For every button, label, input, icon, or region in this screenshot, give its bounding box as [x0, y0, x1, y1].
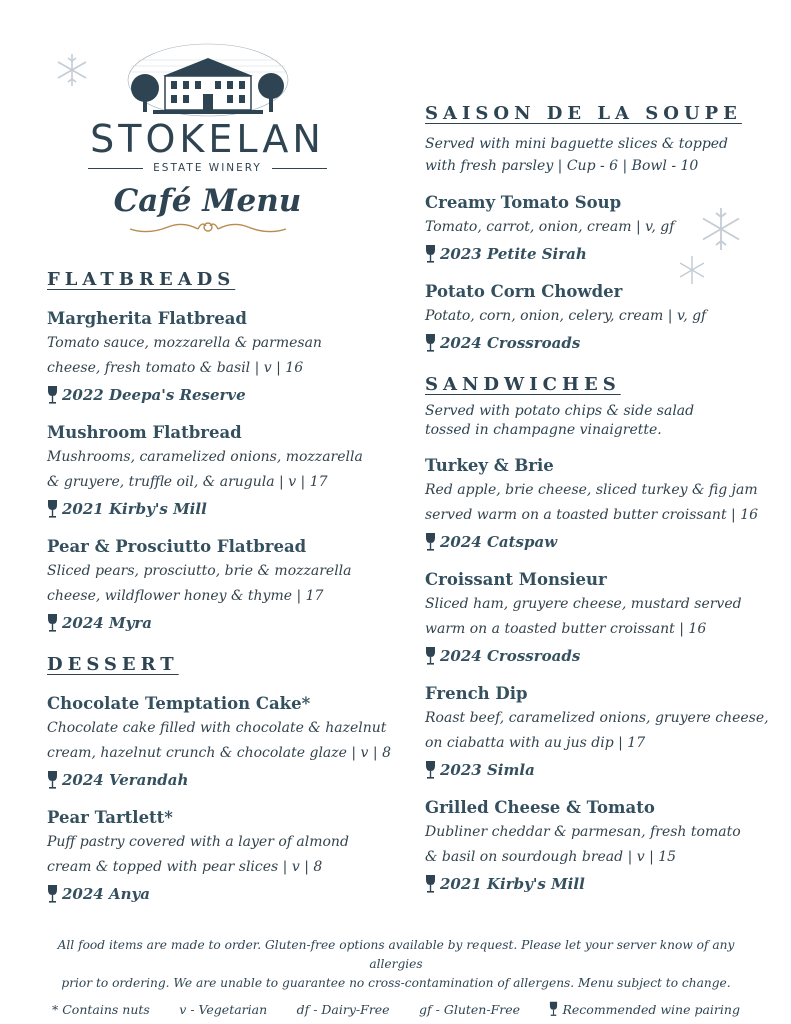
menu-item: [47, 806, 397, 906]
item-name: Creamy Tomato Soup: [425, 193, 622, 212]
wine-pairing: [425, 644, 770, 668]
menu-item: [425, 682, 770, 782]
wine-glass-icon: [425, 874, 436, 894]
item-description: Potato, corn, onion, celery, cream | v, gf: [425, 308, 707, 324]
menu-item: [425, 280, 770, 355]
wine-pairing-label: 2024 Verandah: [62, 771, 189, 789]
flatbreads-section: [47, 266, 397, 635]
legend-dairy-free: df - Dairy-Free: [296, 1001, 390, 1017]
item-name: Potato Corn Chowder: [425, 282, 623, 301]
section-heading: FLATBREADS: [47, 269, 236, 290]
flourish-ornament-icon: [128, 217, 288, 237]
sandwiches-section: [425, 371, 770, 896]
menu-item: [47, 692, 397, 792]
wine-glass-icon: [47, 385, 58, 405]
item-name: French Dip: [425, 684, 528, 703]
section-note: tossed in champagne vinaigrette.: [425, 422, 662, 438]
wine-glass-icon: [425, 532, 436, 552]
item-name: Chocolate Temptation Cake*: [47, 694, 311, 713]
item-description: Chocolate cake filled with chocolate & hazelnut: [47, 720, 387, 736]
section-heading: SAISON DE LA SOUPE: [425, 103, 742, 124]
wine-pairing-label: 2024 Anya: [62, 885, 150, 903]
right-column: [425, 100, 770, 896]
wine-pairing: [47, 497, 397, 521]
menu-item: [47, 535, 397, 635]
soup-section: [425, 100, 770, 355]
item-description: cheese, wildflower honey & thyme | 17: [47, 588, 324, 604]
disclaimer: prior to ordering. We are unable to guarantee no cross-contamination of allergens. Menu subject to change.: [61, 976, 731, 990]
item-description: Dubliner cheddar & parmesan, fresh tomato: [425, 824, 741, 840]
dessert-section: [47, 651, 397, 906]
legend-gluten-free: gf - Gluten-Free: [419, 1001, 521, 1017]
item-description: Mushrooms, caramelized onions, mozzarella: [47, 449, 363, 465]
wine-pairing-label: 2023 Simla: [440, 761, 535, 779]
item-name: Pear Tartlett*: [47, 808, 173, 827]
section-heading: DESSERT: [47, 654, 179, 675]
item-description: Red apple, brie cheese, sliced turkey & fig jam: [425, 482, 758, 498]
brand-name: STOKELAN: [90, 117, 325, 161]
wine-pairing: [47, 383, 397, 407]
divider: [272, 168, 327, 169]
legend-vegetarian: v - Vegetarian: [179, 1001, 268, 1017]
item-description: Roast beef, caramelized onions, gruyere cheese,: [425, 710, 769, 726]
subbrand: ESTATE WINERY: [153, 162, 262, 174]
section-note: with fresh parsley | Cup - 6 | Bowl - 10: [425, 158, 699, 174]
item-description: & gruyere, truffle oil, & arugula | v | 17: [47, 474, 328, 490]
wine-glass-icon: [47, 499, 58, 519]
section-note: Served with mini baguette slices & topped: [425, 136, 729, 152]
item-name: Margherita Flatbread: [47, 309, 247, 328]
left-column: [47, 266, 397, 906]
subbrand-row: [80, 162, 335, 174]
wine-glass-icon: [425, 333, 436, 353]
wine-pairing: [47, 882, 397, 906]
item-description: & basil on sourdough bread | v | 15: [425, 849, 677, 865]
item-description: cream, hazelnut crunch & chocolate glaze | v | 8: [47, 745, 391, 761]
section-heading: SANDWICHES: [425, 374, 621, 395]
wine-pairing-label: 2024 Crossroads: [440, 334, 581, 352]
page-title: Café Menu: [113, 183, 302, 219]
logo-block: [80, 40, 335, 237]
wine-pairing-label: 2024 Crossroads: [440, 647, 581, 665]
legend-nuts: * Contains nuts: [52, 1001, 150, 1017]
menu-item: [47, 421, 397, 521]
item-name: Pear & Prosciutto Flatbread: [47, 537, 307, 556]
wine-glass-icon: [47, 884, 58, 904]
item-name: Croissant Monsieur: [425, 570, 607, 589]
wine-glass-icon: [425, 244, 436, 264]
wine-glass-icon: [47, 770, 58, 790]
wine-pairing-label: 2021 Kirby's Mill: [440, 875, 585, 893]
item-description: Tomato sauce, mozzarella & parmesan: [47, 335, 322, 351]
legend-wine-pairing: [549, 1001, 739, 1017]
wine-pairing: [425, 872, 770, 896]
estate-house-logo-icon: [123, 40, 293, 118]
item-description: Sliced pears, prosciutto, brie & mozzarella: [47, 563, 352, 579]
wine-pairing: [47, 768, 397, 792]
wine-pairing-label: 2024 Catspaw: [440, 533, 558, 551]
menu-item: [425, 191, 770, 266]
menu-item: [425, 568, 770, 668]
item-name: Mushroom Flatbread: [47, 423, 242, 442]
item-name: Turkey & Brie: [425, 456, 554, 475]
legend: [40, 1001, 752, 1017]
menu-item: [425, 796, 770, 896]
legend-wine-pairing-label: Recommended wine pairing: [562, 1001, 740, 1017]
item-description: Puff pastry covered with a layer of almond: [47, 834, 349, 850]
item-description: served warm on a toasted butter croissant | 16: [425, 507, 759, 523]
item-description: warm on a toasted butter croissant | 16: [425, 621, 707, 637]
wine-pairing-label: 2021 Kirby's Mill: [62, 500, 207, 518]
wine-glass-icon: [549, 1001, 558, 1017]
item-description: cream & topped with pear slices | v | 8: [47, 859, 323, 875]
wine-glass-icon: [425, 646, 436, 666]
wine-pairing: [47, 611, 397, 635]
menu-item: [47, 307, 397, 407]
item-description: Sliced ham, gruyere cheese, mustard served: [425, 596, 742, 612]
section-note: Served with potato chips & side salad: [425, 403, 695, 419]
wine-glass-icon: [425, 760, 436, 780]
disclaimer: All food items are made to order. Gluten-free options available by request. Please let your server know of any allergies: [57, 938, 735, 971]
wine-pairing: [425, 242, 770, 266]
wine-pairing-label: 2022 Deepa's Reserve: [62, 386, 246, 404]
item-description: cheese, fresh tomato & basil | v | 16: [47, 360, 304, 376]
divider: [88, 168, 143, 169]
menu-item: [425, 454, 770, 554]
wine-pairing: [425, 530, 770, 554]
wine-pairing: [425, 758, 770, 782]
footer: [40, 936, 752, 1017]
wine-pairing-label: 2023 Petite Sirah: [440, 245, 587, 263]
wine-glass-icon: [47, 613, 58, 633]
wine-pairing-label: 2024 Myra: [62, 614, 152, 632]
item-name: Grilled Cheese & Tomato: [425, 798, 655, 817]
wine-pairing: [425, 331, 770, 355]
item-description: Tomato, carrot, onion, cream | v, gf: [425, 219, 675, 235]
item-description: on ciabatta with au jus dip | 17: [425, 735, 646, 751]
